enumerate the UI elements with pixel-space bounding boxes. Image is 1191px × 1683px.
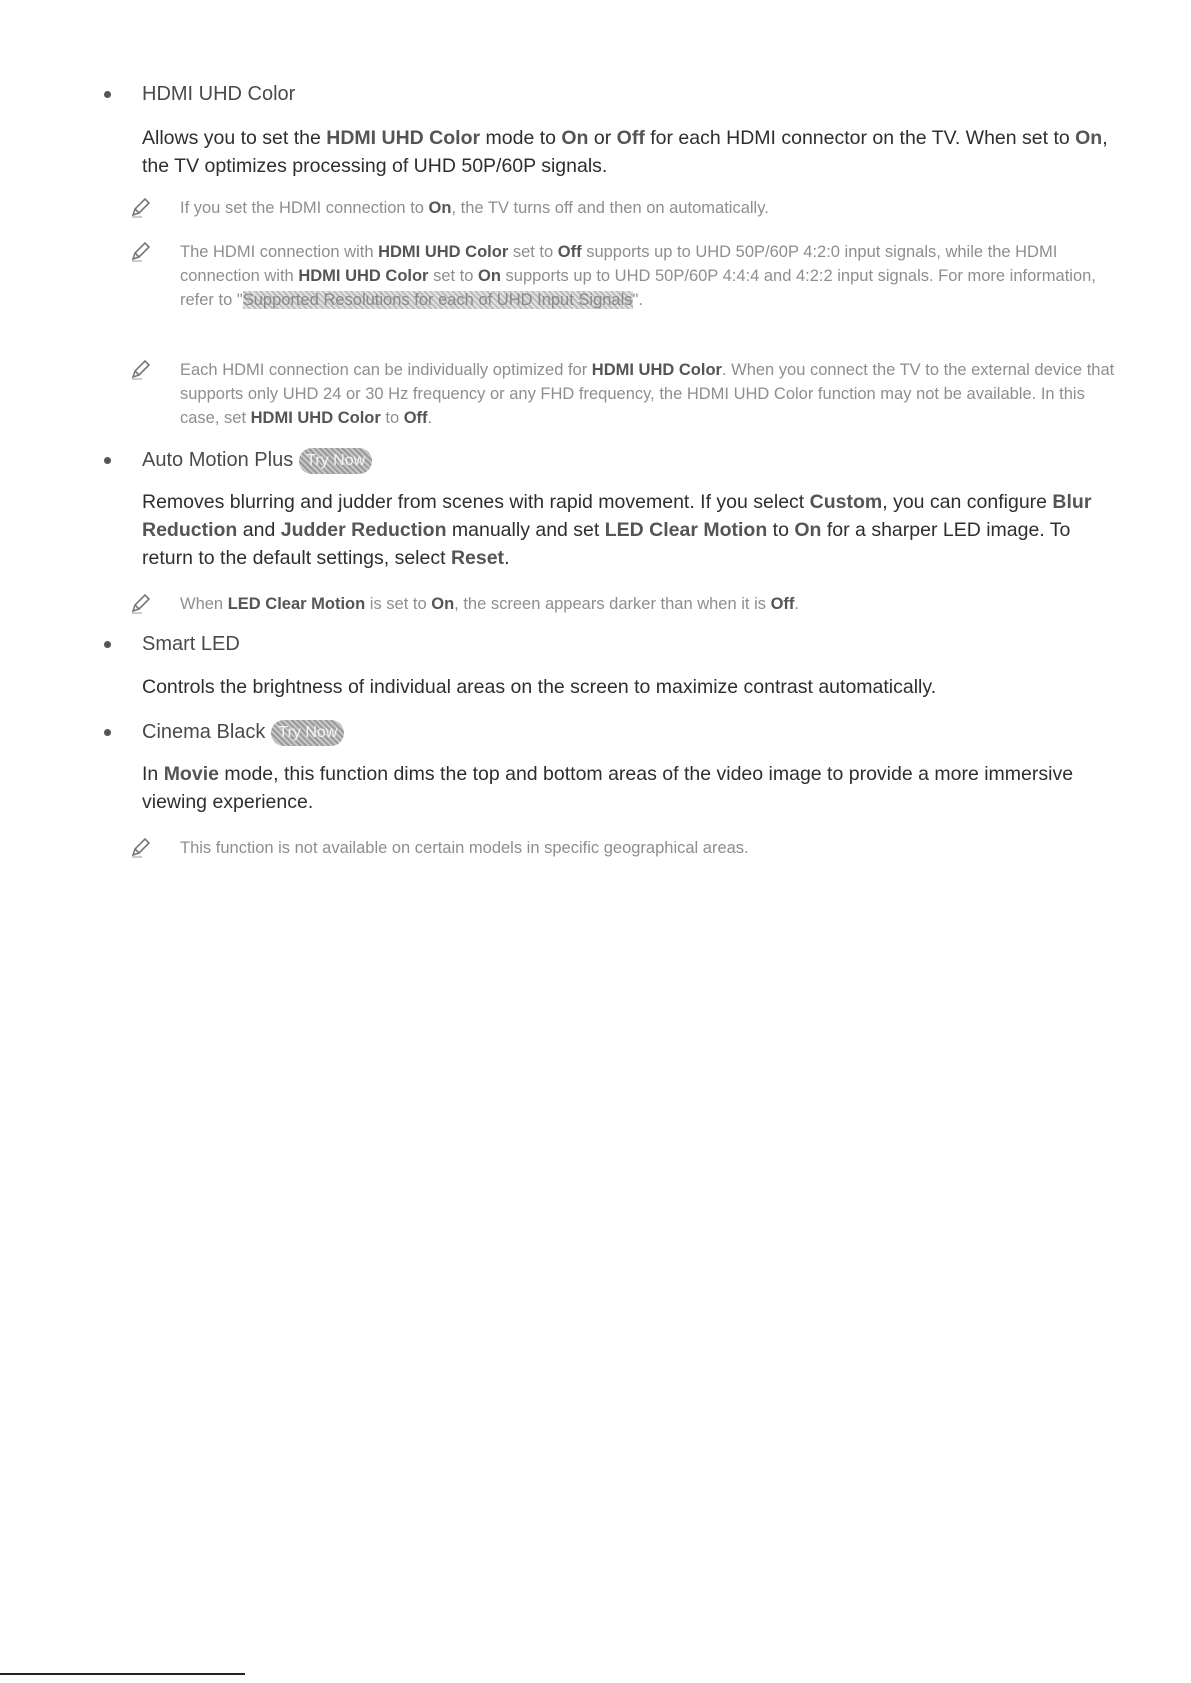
pencil-note-icon (130, 240, 152, 262)
section-title (142, 446, 372, 474)
section-title: Smart LED (142, 633, 240, 655)
section-description (142, 488, 1122, 572)
menu-term: On (561, 127, 589, 149)
try-now-button[interactable]: Try Now (271, 720, 344, 746)
section-title-text: Auto Motion Plus (142, 449, 294, 471)
text-run: This function is not available on certain models in specific geographical areas. (180, 839, 749, 857)
text-run: In (142, 763, 164, 785)
bullet-dot (104, 91, 111, 98)
menu-term: Judder Reduction (280, 519, 447, 541)
pencil-note-icon (130, 592, 152, 614)
footer-divider (0, 1673, 245, 1675)
menu-term: Reset (450, 547, 505, 569)
text-run: to (767, 519, 795, 541)
text-run: manually and set (446, 519, 605, 541)
text-run: mode to (480, 127, 562, 149)
note-text (180, 592, 1120, 616)
menu-term: On (431, 595, 455, 613)
menu-term: On (478, 267, 501, 285)
text-run: Controls the brightness of individual areas on the screen to maximize contrast automatically. (142, 676, 937, 698)
menu-term: Off (403, 409, 428, 427)
try-now-button[interactable]: Try Now (299, 448, 372, 474)
text-run: for each HDMI connector on the TV. When set to (644, 127, 1076, 149)
text-run: to (380, 409, 404, 427)
section-description (142, 673, 1122, 701)
menu-term: Off (770, 595, 795, 613)
text-run: or (588, 127, 617, 149)
note-text (180, 836, 1120, 860)
menu-term: HDMI UHD Color (378, 243, 509, 261)
text-run: When (180, 595, 228, 613)
text-run: Removes blurring and judder from scenes with rapid movement. If you select (142, 491, 810, 513)
bullet-dot (104, 729, 111, 736)
text-run: , the TV optimizes processing of UHD 50P/60P signals. (142, 127, 1108, 177)
pencil-note-icon (130, 196, 152, 218)
note-text (180, 196, 1120, 220)
menu-term: HDMI UHD Color (298, 267, 429, 285)
section-title (142, 718, 344, 746)
menu-term: LED Clear Motion (227, 595, 366, 613)
text-run: . When you connect the TV to the external device that supports only UHD 24 or 30 Hz frequency or any FHD frequency, the HDMI UHD Color function may not be available. In this case, set (180, 361, 1115, 427)
text-run: . (504, 547, 510, 569)
text-run: supports up to UHD 50P/60P 4:2:0 input signals, while the HDMI connection with (180, 243, 1058, 285)
note-text (180, 358, 1120, 430)
menu-term: HDMI UHD Color (591, 361, 722, 379)
cross-reference-link[interactable]: Supported Resolutions for each of UHD Input Signals (242, 291, 633, 309)
text-run: is set to (365, 595, 432, 613)
text-run: and (237, 519, 281, 541)
section-description (142, 124, 1122, 180)
menu-term: LED Clear Motion (604, 519, 768, 541)
menu-term: On (794, 519, 822, 541)
bullet-dot (104, 457, 111, 464)
text-run: , the TV turns off and then on automatically. (451, 199, 769, 217)
text-run: . (794, 595, 800, 613)
menu-term: Movie (163, 763, 219, 785)
text-run: set to (428, 267, 479, 285)
menu-term: Off (557, 243, 582, 261)
text-run: , the screen appears darker than when it is (454, 595, 771, 613)
text-run: Allows you to set the (142, 127, 327, 149)
text-run: Each HDMI connection can be individually optimized for (180, 361, 592, 379)
menu-term: Custom (809, 491, 883, 513)
bullet-dot (104, 641, 111, 648)
section-description (142, 760, 1122, 816)
menu-term: Off (616, 127, 645, 149)
section-title-text: Cinema Black (142, 721, 266, 743)
text-run: The HDMI connection with (180, 243, 379, 261)
menu-term: On (1075, 127, 1103, 149)
text-run: supports up to UHD 50P/60P 4:4:4 and 4:2:2 input signals. For more information, refer to " (180, 267, 1096, 309)
section-title: HDMI UHD Color (142, 83, 296, 105)
text-run: set to (508, 243, 558, 261)
text-run: ". (632, 291, 643, 309)
pencil-note-icon (130, 358, 152, 380)
text-run: mode, this function dims the top and bottom areas of the video image to provide a more immersive viewing experience. (142, 763, 1074, 813)
menu-term: HDMI UHD Color (326, 127, 481, 149)
menu-term: On (428, 199, 452, 217)
pencil-note-icon (130, 836, 152, 858)
text-run: , you can configure (882, 491, 1053, 513)
menu-term: HDMI UHD Color (250, 409, 381, 427)
text-run: . (427, 409, 433, 427)
text-run: for a sharper LED image. To return to the default settings, select (142, 519, 1071, 569)
text-run: If you set the HDMI connection to (180, 199, 429, 217)
menu-term: Blur Reduction (142, 491, 1092, 541)
note-text (180, 240, 1120, 312)
